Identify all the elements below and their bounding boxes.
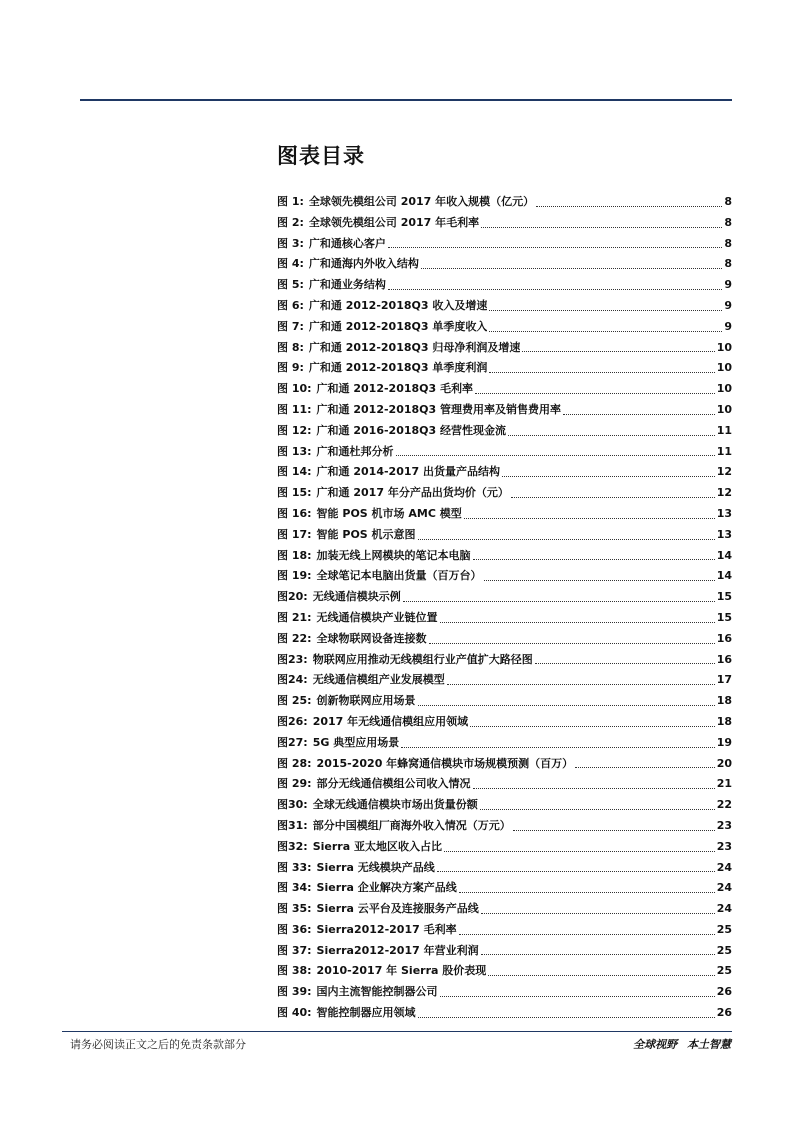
toc-entry-title[interactable]: 无线通信模组产业发展模型 — [312, 673, 445, 687]
toc-entry-title[interactable]: 广和通业务结构 — [308, 278, 386, 292]
toc-entry[interactable] — [277, 712, 732, 733]
toc-entry-page[interactable]: 10 — [716, 382, 732, 396]
toc-entry[interactable] — [277, 504, 732, 525]
footer-rule — [62, 1031, 732, 1032]
toc-entry-page[interactable]: 24 — [716, 881, 732, 895]
toc-entry-title[interactable]: Sierra 企业解决方案产品线 — [316, 881, 457, 895]
toc-entry[interactable] — [277, 587, 732, 608]
toc-entry-page[interactable]: 10 — [716, 402, 732, 416]
toc-entry-page[interactable]: 8 — [724, 215, 732, 229]
toc-entry-label: 图 9: — [277, 361, 304, 375]
toc-entry-title[interactable]: 2010-2017 年 Sierra 股价表现 — [316, 964, 487, 978]
toc-entry-page[interactable]: 9 — [724, 298, 732, 312]
toc-entry[interactable] — [277, 629, 732, 650]
toc-entry-label: 图32: — [277, 839, 308, 853]
toc-entry-page[interactable]: 14 — [716, 569, 732, 583]
toc-entry-title[interactable]: 物联网应用推动无线模组行业产值扩大路径图 — [312, 652, 533, 666]
dot-leader — [473, 559, 715, 560]
toc-entry-page[interactable]: 23 — [716, 839, 732, 853]
toc-entry-title[interactable]: 广和通 2012-2018Q3 管理费用率及销售费用率 — [316, 402, 562, 416]
toc-entry[interactable] — [277, 442, 732, 463]
dot-leader — [488, 975, 714, 976]
toc-entry-title[interactable]: Sierra 无线模块产品线 — [316, 860, 435, 874]
toc-entry-page[interactable]: 23 — [716, 818, 732, 832]
dot-leader — [489, 310, 722, 311]
toc-entry-title[interactable]: 加装无线上网模块的笔记本电脑 — [316, 548, 471, 562]
dot-leader — [508, 435, 715, 436]
dot-leader — [418, 539, 715, 540]
toc-entry-page[interactable]: 17 — [716, 673, 732, 687]
footer-slogan: 全球视野 本土智慧 — [633, 1038, 731, 1051]
dot-leader — [480, 809, 715, 810]
toc-entry[interactable] — [277, 608, 732, 629]
dot-leader — [511, 497, 715, 498]
dot-leader — [536, 206, 722, 207]
toc-entry-label: 图 8: — [277, 340, 304, 354]
dot-leader — [464, 518, 715, 519]
toc-entry-page[interactable]: 16 — [716, 631, 732, 645]
toc-entry-label: 图 3: — [277, 236, 304, 250]
toc-entry[interactable] — [277, 670, 732, 691]
toc-entry[interactable] — [277, 858, 732, 879]
toc-entry-page[interactable]: 9 — [724, 278, 732, 292]
toc-entry[interactable] — [277, 525, 732, 546]
toc-entry-label: 图 16: — [277, 506, 312, 520]
toc-entry-title[interactable]: 广和通杜邦分析 — [316, 444, 394, 458]
toc-entry[interactable] — [277, 462, 732, 483]
dot-leader — [418, 1017, 715, 1018]
toc-entry-page[interactable]: 8 — [724, 257, 732, 271]
toc-entry-label: 图 6: — [277, 298, 304, 312]
toc-entry-page[interactable]: 13 — [716, 527, 732, 541]
toc-entry[interactable] — [277, 546, 732, 567]
toc-entry-label: 图 4: — [277, 257, 304, 271]
toc-entry-label: 图 19: — [277, 569, 312, 583]
toc-entry-page[interactable]: 26 — [716, 1006, 732, 1020]
toc-entry-label: 图 12: — [277, 423, 312, 437]
toc-entry-label: 图 2: — [277, 215, 304, 229]
toc-entry-label: 图 14: — [277, 465, 312, 479]
toc-entry-title[interactable]: 5G 典型应用场景 — [312, 735, 400, 749]
toc-entry[interactable] — [277, 899, 732, 920]
toc-entry-page[interactable]: 16 — [716, 652, 732, 666]
toc-entry-title[interactable]: 部分中国模组厂商海外收入情况（万元） — [312, 818, 511, 832]
toc-entry[interactable] — [277, 774, 732, 795]
toc-entry-label: 图 22: — [277, 631, 312, 645]
toc-entry-title[interactable]: 广和通 2014-2017 出货量产品结构 — [316, 465, 501, 479]
dot-leader — [396, 455, 715, 456]
dot-leader — [473, 788, 715, 789]
toc-entry-title[interactable]: 广和通 2012-2018Q3 单季度利润 — [308, 361, 488, 375]
toc-entry-page[interactable]: 13 — [716, 506, 732, 520]
toc-entry[interactable] — [277, 920, 732, 941]
toc-entry-page[interactable]: 15 — [716, 610, 732, 624]
dot-leader — [440, 996, 715, 997]
dot-leader — [481, 913, 715, 914]
toc-entry-label: 图 28: — [277, 756, 312, 770]
toc-entry[interactable] — [277, 379, 732, 400]
toc-entry-title[interactable]: 广和通海内外收入结构 — [308, 257, 419, 271]
toc-entry-page[interactable]: 18 — [716, 714, 732, 728]
toc-entry[interactable] — [277, 296, 732, 317]
toc-entry-title[interactable]: 智能 POS 机市场 AMC 模型 — [316, 506, 462, 520]
toc-entry-label: 图27: — [277, 735, 308, 749]
toc-list — [277, 192, 732, 1024]
toc-entry[interactable] — [277, 483, 732, 504]
dot-leader — [489, 331, 722, 332]
dot-leader — [470, 726, 715, 727]
toc-entry-label: 图 36: — [277, 922, 312, 936]
toc-entry-page[interactable]: 8 — [724, 236, 732, 250]
toc-entry-title[interactable]: 智能 POS 机示意图 — [316, 527, 416, 541]
toc-entry[interactable] — [277, 650, 732, 671]
toc-entry-label: 图 5: — [277, 278, 304, 292]
toc-entry-page[interactable]: 12 — [716, 486, 732, 500]
toc-entry[interactable] — [277, 795, 732, 816]
toc-entry[interactable] — [277, 754, 732, 775]
toc-entry-title[interactable]: 广和通核心客户 — [308, 236, 386, 250]
toc-entry-page[interactable]: 24 — [716, 902, 732, 916]
toc-entry[interactable] — [277, 317, 732, 338]
toc-entry[interactable] — [277, 982, 732, 1003]
toc-entry-label: 图 37: — [277, 943, 312, 957]
toc-entry[interactable] — [277, 421, 732, 442]
dot-leader — [388, 247, 722, 248]
dot-leader — [535, 663, 715, 664]
toc-entry[interactable] — [277, 878, 732, 899]
toc-entry-title[interactable]: 全球领先模组公司 2017 年收入规模（亿元） — [308, 195, 535, 208]
toc-entry-page[interactable]: 26 — [716, 985, 732, 999]
toc-entry-label: 图 25: — [277, 694, 312, 708]
toc-entry-label: 图 21: — [277, 610, 312, 624]
toc-entry[interactable] — [277, 837, 732, 858]
toc-entry-title[interactable]: 2017 年无线通信模组应用领域 — [312, 714, 469, 728]
dot-leader — [444, 851, 715, 852]
toc-entry-page[interactable]: 11 — [716, 444, 732, 458]
page-title: 图表目录 — [277, 144, 365, 168]
toc-entry-page[interactable]: 8 — [724, 195, 732, 208]
toc-entry-label: 图 38: — [277, 964, 312, 978]
toc-entry-title[interactable]: 全球无线通信模块市场出货量份额 — [312, 798, 478, 812]
toc-entry-title[interactable]: 广和通 2017 年分产品出货均价（元） — [316, 486, 509, 500]
toc-entry-page[interactable]: 11 — [716, 423, 732, 437]
toc-entry-title[interactable]: 全球物联网设备连接数 — [316, 631, 427, 645]
toc-entry-title[interactable]: Sierra 云平台及连接服务产品线 — [316, 902, 479, 916]
toc-entry[interactable] — [277, 566, 732, 587]
toc-entry-title[interactable]: 创新物联网应用场景 — [316, 694, 416, 708]
toc-entry[interactable] — [277, 816, 732, 837]
toc-entry-label: 图 35: — [277, 902, 312, 916]
dot-leader — [459, 892, 715, 893]
toc-entry-title[interactable]: 部分无线通信模组公司收入情况 — [316, 777, 471, 791]
toc-entry-title[interactable]: Sierra2012-2017 年营业利润 — [316, 943, 479, 957]
toc-entry[interactable] — [277, 1003, 732, 1024]
toc-entry[interactable] — [277, 691, 732, 712]
toc-entry[interactable] — [277, 213, 732, 234]
toc-entry-label: 图 1: — [277, 195, 304, 208]
toc-entry-page[interactable]: 21 — [716, 777, 732, 791]
toc-entry-label: 图 29: — [277, 777, 312, 791]
dot-leader — [403, 601, 715, 602]
toc-entry-label: 图26: — [277, 714, 308, 728]
dot-leader — [459, 934, 715, 935]
toc-entry-label: 图 13: — [277, 444, 312, 458]
dot-leader — [401, 747, 714, 748]
toc-entry-title[interactable]: Sierra2012-2017 毛利率 — [316, 922, 457, 936]
toc-entry[interactable] — [277, 234, 732, 255]
toc-entry-label: 图 11: — [277, 402, 312, 416]
dot-leader — [575, 767, 715, 768]
toc-entry[interactable] — [277, 275, 732, 296]
toc-entry-page[interactable]: 15 — [716, 590, 732, 604]
toc-entry[interactable] — [277, 358, 732, 379]
toc-entry-label: 图23: — [277, 652, 308, 666]
dot-leader — [513, 830, 715, 831]
toc-entry-title[interactable]: 广和通 2016-2018Q3 经营性现金流 — [316, 423, 507, 437]
toc-entry-label: 图 40: — [277, 1006, 312, 1020]
toc-entry-page[interactable]: 18 — [716, 694, 732, 708]
toc-entry-label: 图 34: — [277, 881, 312, 895]
toc-entry-title[interactable]: 全球领先模组公司 2017 年毛利率 — [308, 215, 480, 229]
dot-leader — [388, 289, 722, 290]
toc-entry-label: 图 18: — [277, 548, 312, 562]
toc-entry[interactable] — [277, 733, 732, 754]
toc-entry[interactable] — [277, 338, 732, 359]
toc-entry[interactable] — [277, 961, 732, 982]
toc-entry-label: 图31: — [277, 818, 308, 832]
toc-entry-title[interactable]: 广和通 2012-2018Q3 收入及增速 — [308, 298, 488, 312]
toc-entry[interactable] — [277, 400, 732, 421]
header-rule — [80, 99, 732, 101]
dot-leader — [563, 414, 715, 415]
toc-entry-label: 图 10: — [277, 382, 312, 396]
toc-entry-page[interactable]: 9 — [724, 319, 732, 333]
dot-leader — [522, 351, 714, 352]
toc-entry-page[interactable]: 24 — [716, 860, 732, 874]
dot-leader — [429, 643, 715, 644]
toc-entry-page[interactable]: 19 — [716, 735, 732, 749]
toc-entry-label: 图 15: — [277, 486, 312, 500]
toc-entry-title[interactable]: 广和通 2012-2018Q3 单季度收入 — [308, 319, 488, 333]
dot-leader — [447, 684, 715, 685]
toc-entry-title[interactable]: 无线通信模块产业链位置 — [316, 610, 438, 624]
toc-entry-title[interactable]: 广和通 2012-2018Q3 毛利率 — [316, 382, 474, 396]
toc-entry-title[interactable]: Sierra 亚太地区收入占比 — [312, 839, 442, 853]
dot-leader — [440, 622, 715, 623]
dot-leader — [437, 871, 715, 872]
toc-entry-page[interactable]: 25 — [716, 943, 732, 957]
toc-entry-label: 图30: — [277, 798, 308, 812]
toc-entry-label: 图24: — [277, 673, 308, 687]
toc-entry-title[interactable]: 无线通信模块示例 — [312, 590, 401, 604]
toc-entry-page[interactable]: 20 — [716, 756, 732, 770]
toc-entry[interactable] — [277, 941, 732, 962]
toc-entry[interactable] — [277, 192, 732, 213]
toc-entry-page[interactable]: 25 — [716, 922, 732, 936]
dot-leader — [502, 476, 715, 477]
toc-entry-page[interactable]: 22 — [716, 798, 732, 812]
dot-leader — [421, 268, 722, 269]
toc-entry-label: 图 39: — [277, 985, 312, 999]
dot-leader — [481, 227, 722, 228]
footer-disclaimer: 请务必阅读正文之后的免责条款部分 — [70, 1038, 246, 1051]
toc-entry-label: 图 33: — [277, 860, 312, 874]
dot-leader — [418, 705, 715, 706]
dot-leader — [484, 580, 715, 581]
toc-entry-page[interactable]: 25 — [716, 964, 732, 978]
toc-entry-page[interactable]: 12 — [716, 465, 732, 479]
toc-entry[interactable] — [277, 254, 732, 275]
toc-entry-title[interactable]: 全球笔记本电脑出货量（百万台） — [316, 569, 482, 583]
toc-entry-title[interactable]: 广和通 2012-2018Q3 归母净利润及增速 — [308, 340, 521, 354]
toc-entry-title[interactable]: 智能控制器应用领域 — [316, 1006, 416, 1020]
toc-entry-label: 图 7: — [277, 319, 304, 333]
dot-leader — [481, 954, 715, 955]
toc-entry-page[interactable]: 10 — [716, 361, 732, 375]
toc-entry-title[interactable]: 国内主流智能控制器公司 — [316, 985, 438, 999]
dot-leader — [475, 393, 715, 394]
toc-entry-page[interactable]: 10 — [716, 340, 732, 354]
dot-leader — [489, 372, 714, 373]
toc-entry-label: 图 17: — [277, 527, 312, 541]
toc-entry-page[interactable]: 14 — [716, 548, 732, 562]
toc-entry-title[interactable]: 2015-2020 年蜂窝通信模块市场规模预测（百万） — [316, 756, 574, 770]
toc-entry-label: 图20: — [277, 590, 308, 604]
